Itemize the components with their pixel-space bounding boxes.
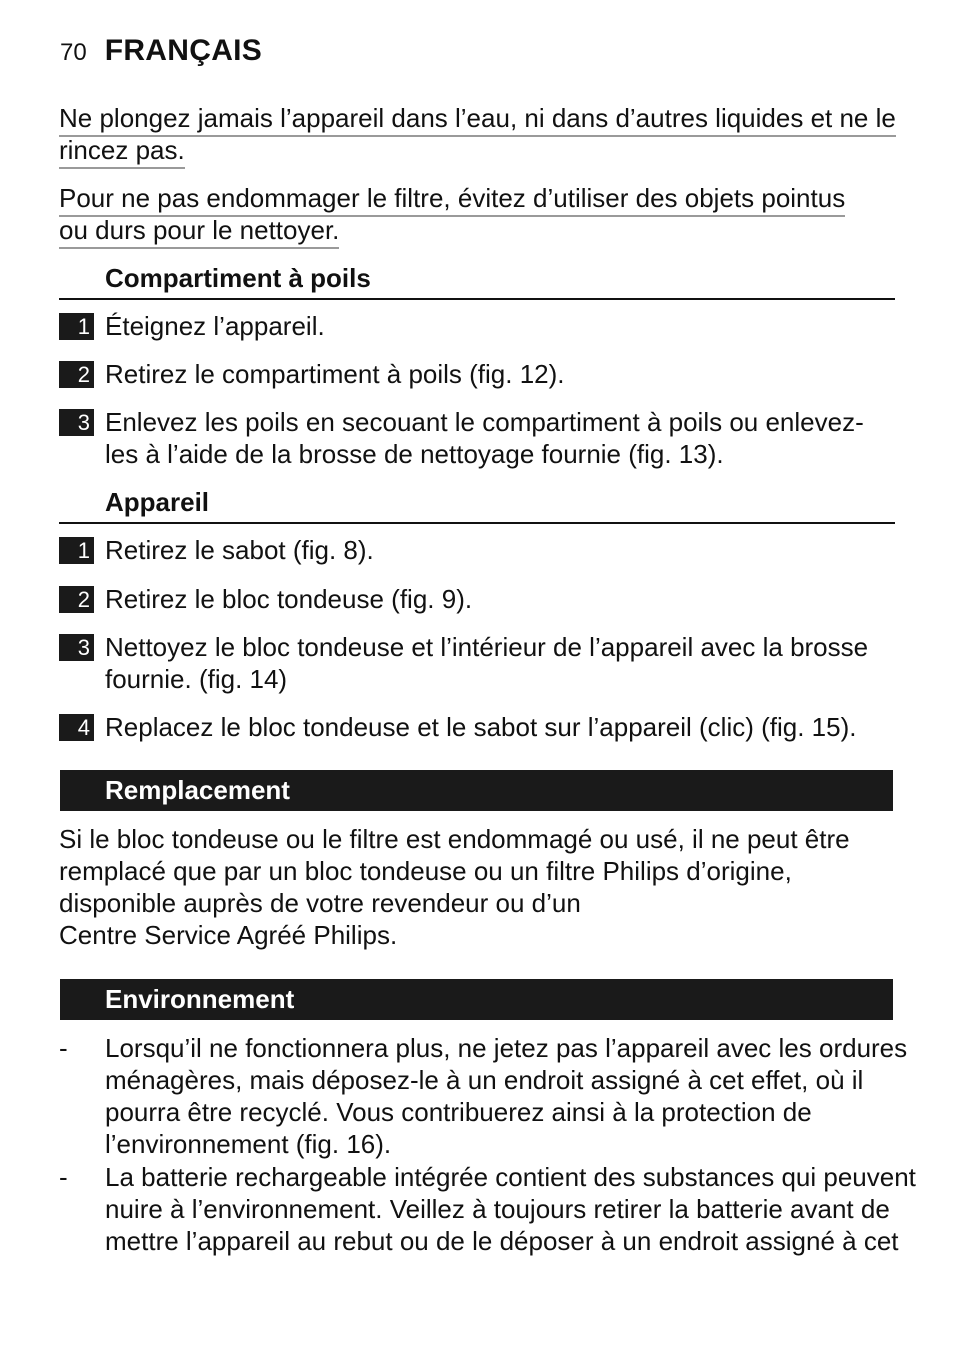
section-heading-device	[59, 486, 895, 524]
step-text: les à l’aide de la brosse de nettoyage fournie (fig. 13).	[105, 439, 724, 469]
page-header	[60, 34, 262, 74]
step-text: Replacez le bloc tondeuse et le sabot sur l’appareil (clic) (fig. 15).	[105, 712, 857, 742]
step-number-badge: 3	[59, 634, 94, 661]
bullet-text: Lorsqu’il ne fonctionnera plus, ne jetez pas l’appareil avec les ordures	[105, 1033, 908, 1063]
step-text: Retirez le bloc tondeuse (fig. 9).	[105, 584, 473, 614]
page-number: 70	[60, 39, 87, 66]
bullet-text: La batterie rechargeable intégrée contient des substances qui peuvent	[105, 1162, 916, 1192]
warning-line: rincez pas.	[59, 135, 185, 169]
section-heading-text: Appareil	[105, 487, 210, 517]
bullet-dash: -	[59, 1033, 68, 1063]
warning-line: ou durs pour le nettoyer.	[59, 215, 339, 249]
warning-paragraph	[59, 182, 895, 246]
bullet-text: ménagères, mais déposez-le à un endroit assigné à cet effet, où il	[105, 1065, 864, 1095]
step-text: Retirez le compartiment à poils (fig. 12).	[105, 359, 565, 389]
replacement-paragraph	[59, 823, 895, 951]
section-heading-text: Compartiment à poils	[105, 263, 371, 293]
step-text: Retirez le sabot (fig. 8).	[105, 535, 374, 565]
warning-paragraph	[59, 102, 895, 166]
warning-line: Ne plongez jamais l’appareil dans l’eau, ni dans d’autres liquides et ne le	[59, 103, 896, 137]
section-bar-title: Environnement	[105, 984, 295, 1014]
paragraph-line: disponible auprès de votre revendeur ou d’un	[59, 888, 581, 918]
warning-line: Pour ne pas endommager le filtre, évitez d’utiliser des objets pointus	[59, 183, 845, 217]
bullet-text: pourra être recyclé. Vous contribuerez ainsi à la protection de	[105, 1097, 812, 1127]
section-heading-hair-compartment	[59, 262, 895, 300]
paragraph-line: Si le bloc tondeuse ou le filtre est endommagé ou usé, il ne peut être	[59, 824, 850, 854]
step-number-badge: 2	[59, 586, 94, 613]
step-text: Éteignez l’appareil.	[105, 311, 325, 341]
bullet-text: l’environnement (fig. 16).	[105, 1129, 392, 1159]
paragraph-line: Centre Service Agréé Philips.	[59, 920, 398, 950]
bullet-dash: -	[59, 1162, 68, 1192]
step-text: Nettoyez le bloc tondeuse et l’intérieur de l’appareil avec la brosse	[105, 632, 869, 662]
bullet-text: mettre l’appareil au rebut ou de le déposer à un endroit assigné à cet	[105, 1226, 899, 1256]
step-number-badge: 3	[59, 409, 94, 436]
step-number-badge: 4	[59, 714, 94, 741]
section-bar-title: Remplacement	[105, 775, 290, 805]
page-language-title: FRANÇAIS	[104, 34, 263, 67]
step-text: Enlevez les poils en secouant le compartiment à poils ou enlevez-	[105, 407, 864, 437]
step-text: fournie. (fig. 14)	[105, 664, 288, 694]
bullet-text: nuire à l’environnement. Veillez à toujours retirer la batterie avant de	[105, 1194, 890, 1224]
step-number-badge: 2	[59, 361, 94, 388]
paragraph-line: remplacé que par un bloc tondeuse ou un filtre Philips d’origine,	[59, 856, 792, 886]
step-number-badge: 1	[59, 537, 94, 564]
section-bar-environment	[60, 979, 893, 1020]
section-bar-replacement	[60, 770, 893, 811]
step-number-badge: 1	[59, 313, 94, 340]
